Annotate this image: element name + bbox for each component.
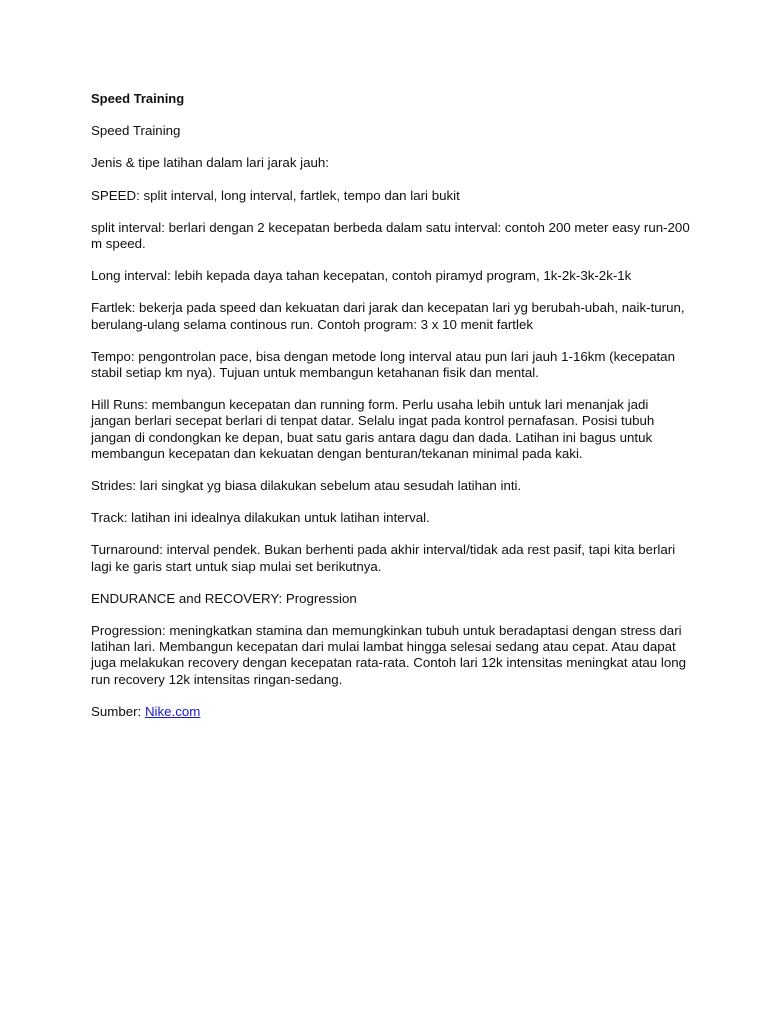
paragraph-long-interval: Long interval: lebih kepada daya tahan kecepatan, contoh piramyd program, 1k-2k-3k-2k-1k (91, 268, 632, 284)
paragraph-speed: SPEED: split interval, long interval, fartlek, tempo dan lari bukit (91, 187, 460, 203)
paragraph-strides: Strides: lari singkat yg biasa dilakukan sebelum atau sesudah latihan inti. (91, 478, 522, 494)
paragraph-track: Track: latihan ini idealnya dilakukan untuk latihan interval. (91, 510, 430, 526)
source-line (91, 704, 691, 720)
paragraph-progression: Progression: meningkatkan stamina dan memungkinkan tubuh untuk beradaptasi dengan stress dari latihan lari. Membangun kecepatan dari mulai lambat hingga selesai sedang atau cepat. Atau dapat juga melakukan recovery dengan kecepatan rata-rata. Contoh lari 12k intensitas meningkat atau long run recovery 12k intensitas ringan-sedang. (91, 623, 687, 687)
source-label: Sumber: (91, 703, 145, 719)
paragraph-hill-runs: Hill Runs: membangun kecepatan dan running form. Perlu usaha lebih untuk lari menanjak jadi jangan berlari secepat berlari di tenpat datar. Selalu ingat pada kontrol pernafasan. Posisi tubuh jangan di condongkan ke depan, buat satu garis antara dagu dan dada. Latihan ini bagus untuk membangun kecepatan dan kekuatan dengan benturan/tekanan minimal pada kaki. (91, 397, 655, 461)
paragraph-intro: Jenis & tipe latihan dalam lari jarak jauh: (91, 155, 329, 171)
document-body (91, 91, 691, 736)
paragraph-tempo: Tempo: pengontrolan pace, bisa dengan metode long interval atau pun lari jauh 1-16km (kecepatan stabil setiap km nya). Tujuan untuk membangun ketahanan fisik dan mental. (91, 348, 675, 381)
paragraph-subtitle: Speed Training (91, 123, 181, 139)
paragraph-turnaround: Turnaround: interval pendek. Bukan berhenti pada akhir interval/tidak ada rest pasif, tapi kita berlari lagi ke garis start untuk siap mulai set berikutnya. (91, 542, 676, 574)
paragraph-endurance-heading: ENDURANCE and RECOVERY: Progression (91, 590, 357, 606)
document-title: Speed Training (91, 91, 185, 106)
source-link[interactable]: Nike.com (144, 703, 201, 719)
paragraph-fartlek: Fartlek: bekerja pada speed dan kekuatan dari jarak dan kecepatan lari yg berubah-ubah, naik-turun, berulang-ulang selama continous run. Contoh program: 3 x 10 menit fartlek (91, 300, 685, 332)
paragraph-split-interval: split interval: berlari dengan 2 kecepatan berbeda dalam satu interval: contoh 200 meter easy run-200 m speed. (91, 219, 690, 252)
